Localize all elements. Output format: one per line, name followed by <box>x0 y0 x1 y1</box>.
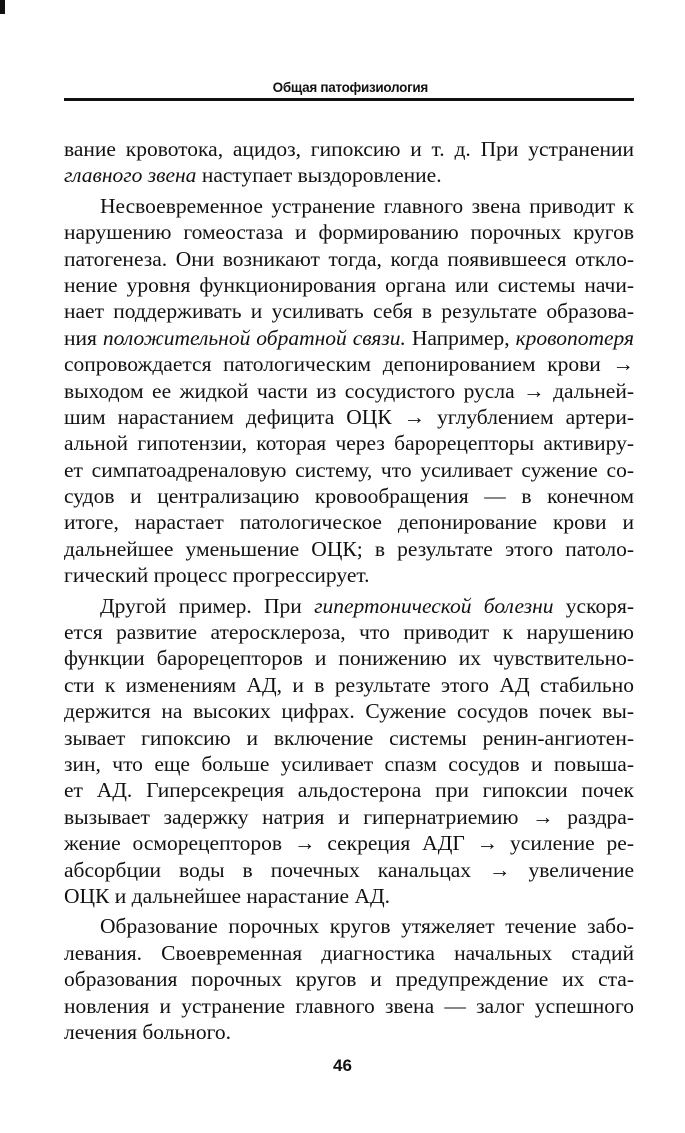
text-run: дальнейшее уменьшение ОЦК; в результате этого патоло- <box>64 536 634 561</box>
text-line <box>64 913 634 939</box>
text-run: ет симпатоадреналовую систему, что усиливает сужение со- <box>64 457 634 482</box>
text-line <box>64 993 634 1019</box>
text-line <box>64 562 634 588</box>
text-run: Образование порочных кругов утяжеляет течение забо- <box>100 914 634 939</box>
text-line <box>64 162 634 188</box>
text-line <box>64 940 634 966</box>
text-line <box>64 966 634 992</box>
text-run: Несвоевременное устранение главного звена приводит к <box>100 193 634 218</box>
text-line <box>64 509 634 535</box>
text-run: сопровождается патологическим депонированием крови → <box>64 352 634 377</box>
text-line <box>64 246 634 272</box>
text-line <box>64 483 634 509</box>
text-run: ется развитие атеросклероза, что приводит к нарушению <box>64 620 634 645</box>
text-run: ет АД. Гиперсекреция альдостерона при гипоксии почек <box>64 778 634 803</box>
text-line <box>64 457 634 483</box>
text-line <box>64 272 634 298</box>
text-run: образования порочных кругов и предупреждение их ста- <box>64 967 634 992</box>
text-line <box>64 777 634 803</box>
text-run: Например, <box>405 325 516 350</box>
text-line <box>64 645 634 671</box>
text-line <box>64 619 634 645</box>
text-run: нарушению гомеостаза и формированию порочных кругов <box>64 220 634 245</box>
text-run: зин, что еще больше усиливает спазм сосудов и повыша- <box>64 751 634 776</box>
italic-term: главного звена <box>64 163 197 188</box>
text-run: левания. Своевременная диагностика начальных стадий <box>64 940 634 965</box>
page-number: 46 <box>333 1056 352 1075</box>
text-line <box>64 536 634 562</box>
text-line <box>64 193 634 219</box>
text-run: ОЦК и дальнейшее нарастание АД. <box>64 883 391 908</box>
italic-term: кровопотеря <box>515 325 635 350</box>
text-run: вание кровотока, ацидоз, гипоксию и т. д. При устранении <box>64 137 634 161</box>
text-line <box>64 725 634 751</box>
paragraph <box>64 136 634 189</box>
text-line <box>64 136 634 162</box>
text-run: вызывает задержку натрия и гипернатриемию → раздра- <box>64 804 634 829</box>
text-line <box>64 219 634 245</box>
text-line <box>64 351 634 377</box>
text-line <box>64 883 634 909</box>
text-run: зывает гипоксию и включение системы ренин-ангиотен- <box>64 725 634 750</box>
text-run: жение осморецепторов → секреция АДГ → усиление ре- <box>64 831 634 856</box>
paragraph <box>64 913 634 1045</box>
text-run: новления и устранение главного звена — залог успешного <box>64 993 634 1018</box>
text-line <box>64 672 634 698</box>
text-run: судов и централизацию кровообращения — в конечном <box>64 484 634 509</box>
text-line <box>64 698 634 724</box>
paragraph <box>64 593 634 910</box>
text-run: функции барорецепторов и понижению их чувствительно- <box>64 646 634 671</box>
text-run: гический процесс прогрессирует. <box>64 563 370 588</box>
text-run: ускоря- <box>553 593 634 618</box>
text-line <box>64 430 634 456</box>
text-run: абсорбции воды в почечных канальцах → увеличение <box>64 857 634 882</box>
text-run: держится на высоких цифрах. Сужение сосудов почек вы- <box>64 699 634 724</box>
text-run: сти к изменениям АД, и в результате этого АД стабильно <box>64 672 634 697</box>
text-run: итоге, нарастает патологическое депонирование крови и <box>64 510 634 535</box>
running-header <box>64 80 634 96</box>
text-line <box>64 804 634 830</box>
text-run: альной гипотензии, которая через барорецепторы активиру- <box>64 431 634 456</box>
text-run: Другой пример. При <box>100 593 315 618</box>
text-line <box>64 325 634 351</box>
text-line <box>64 378 634 404</box>
text-run: нает поддерживать и усиливать себя в результате образова- <box>64 299 634 324</box>
text-run: выходом ее жидкой части из сосудистого русла → дальней- <box>64 378 634 403</box>
text-line <box>64 830 634 856</box>
text-line <box>64 404 634 430</box>
text-line <box>64 751 634 777</box>
text-run: ния <box>64 325 103 350</box>
text-run: нение уровня функционирования органа или системы начи- <box>64 272 634 297</box>
italic-term: положительной обратной связи. <box>102 325 406 350</box>
body-text <box>64 136 634 1045</box>
text-line <box>64 298 634 324</box>
text-run: шим нарастанием дефицита ОЦК → углублением артери- <box>64 404 634 429</box>
header-rule <box>64 98 634 101</box>
text-line <box>64 593 634 619</box>
italic-term: гипертонической болезни <box>314 593 554 618</box>
paragraph <box>64 193 634 589</box>
text-run: патогенеза. Они возникают тогда, когда появившееся откло- <box>64 246 634 271</box>
text-run: наступает выздоровление. <box>196 163 442 188</box>
text-line <box>64 1019 634 1045</box>
text-line <box>64 857 634 883</box>
text-run: лечения больного. <box>64 1019 231 1044</box>
running-title: Общая патофизиология <box>272 80 428 95</box>
scan-corner-mark <box>0 0 5 14</box>
